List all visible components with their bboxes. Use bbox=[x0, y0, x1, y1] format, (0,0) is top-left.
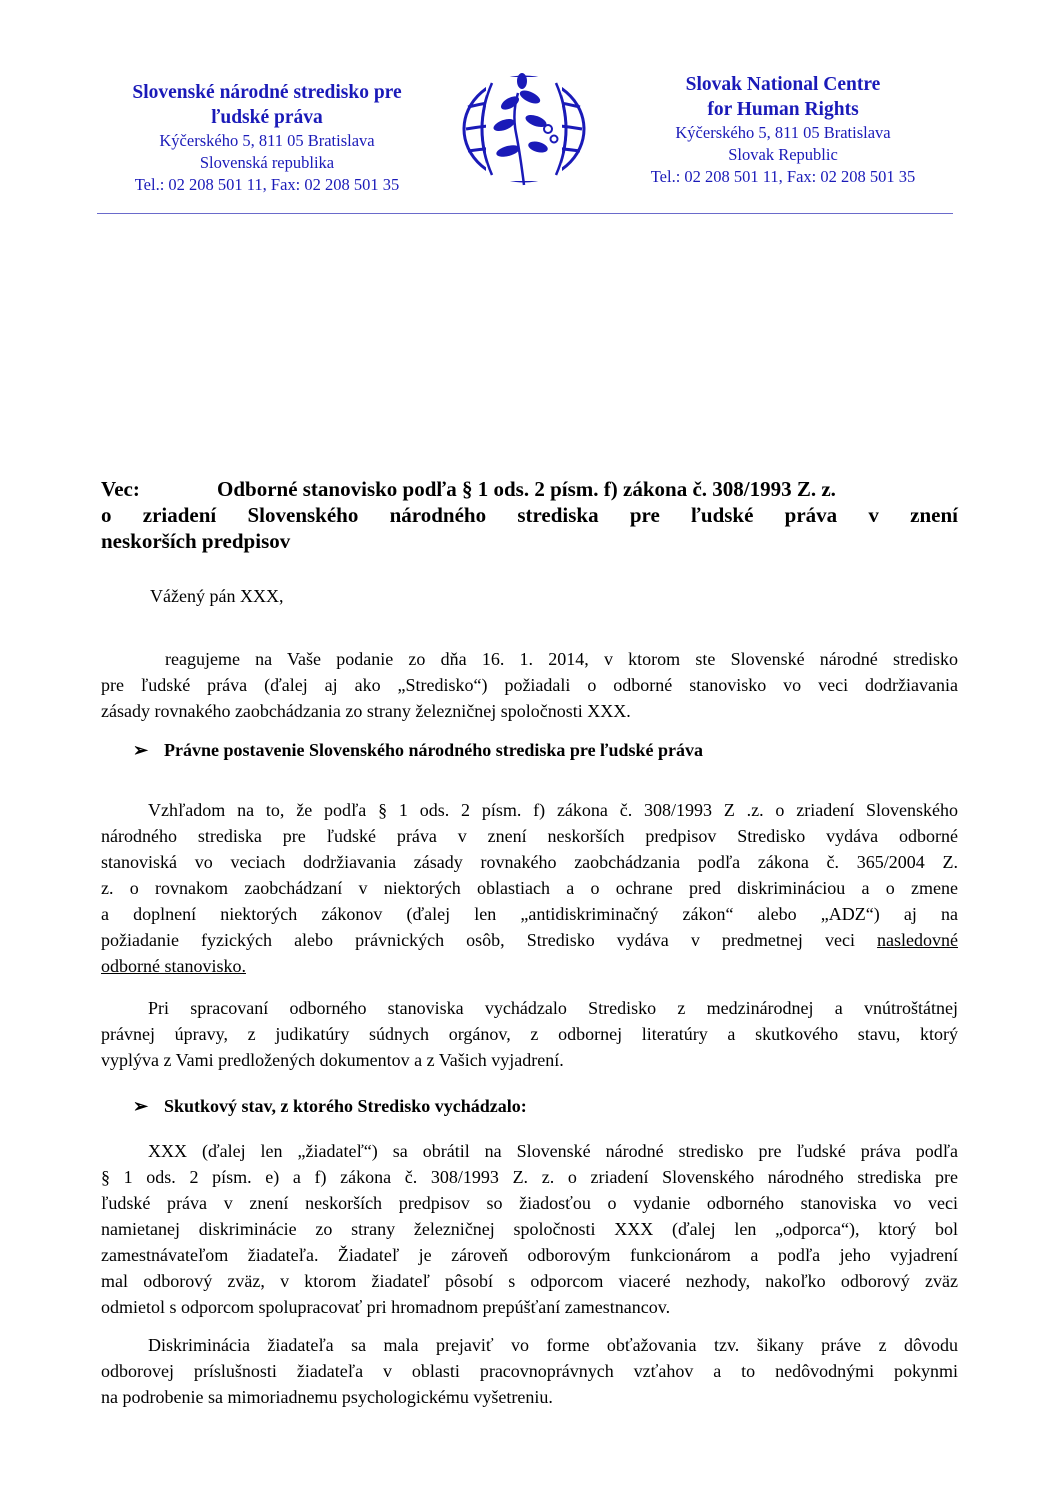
paragraph-line: stanoviská vo veciach dodržiavania zásady rovnakého zaobchádzania podľa zákona č. 365/2004 Z. bbox=[101, 852, 958, 872]
header-left bbox=[92, 80, 442, 196]
header-right bbox=[600, 72, 966, 188]
address-en: Kýčerského 5, 811 05 Bratislava bbox=[675, 123, 891, 142]
country-en: Slovak Republic bbox=[728, 145, 838, 164]
paragraph-line: namietanej diskriminácie zo strany železničnej spoločnosti XXX (ďalej len „odporca“), ktorý bol bbox=[101, 1219, 958, 1239]
subject-line2: o zriadení Slovenského národného strediska pre ľudské práva v znení bbox=[101, 503, 958, 527]
paragraph-line: zamestnávateľom žiadateľa. Žiadateľ je zároveň odborovým funkcionárom a podľa jeho vyjadrení bbox=[101, 1245, 958, 1265]
subject-label: Vec: bbox=[101, 477, 140, 501]
subject-line1 bbox=[101, 476, 958, 502]
paragraph-line: XXX (ďalej len „žiadateľ“) sa obrátil na Slovenské národné stredisko pre ľudské práva podľa bbox=[148, 1141, 958, 1161]
section-heading-text: Skutkový stav, z ktorého Stredisko vychádzalo: bbox=[164, 1096, 527, 1116]
paragraph-line: odmietol s odporcom spolupracovať pri hromadnom prepúšťaní zamestnancov. bbox=[101, 1297, 671, 1317]
paragraph-line: Vzhľadom na to, že podľa § 1 ods. 2 písm. f) zákona č. 308/1993 Z .z. o zriadení Slovenského bbox=[148, 800, 958, 820]
paragraph-line bbox=[101, 927, 958, 953]
bullet-arrow-icon: ➢ bbox=[133, 1096, 149, 1116]
subject-line3: neskorších predpisov bbox=[101, 529, 291, 553]
discrimination-paragraph bbox=[101, 1332, 958, 1410]
subject-title: Odborné stanovisko podľa § 1 ods. 2 písm. f) zákona č. 308/1993 Z. z. bbox=[217, 477, 836, 501]
org-name-en-line1: Slovak National Centre bbox=[685, 74, 881, 95]
paragraph-text: požiadanie fyzických alebo právnických osôb, Stredisko vydáva v predmetnej veci bbox=[101, 930, 878, 950]
paragraph-line: Pri spracovaní odborného stanoviska vychádzalo Stredisko z medzinárodnej a vnútroštátnej bbox=[148, 998, 958, 1018]
section-heading-facts bbox=[133, 1094, 527, 1118]
section-heading-text: Právne postavenie Slovenského národného strediska pre ľudské práva bbox=[164, 740, 704, 760]
contact-en: Tel.: 02 208 501 11, Fax: 02 208 501 35 bbox=[650, 167, 916, 186]
paragraph-line bbox=[101, 953, 958, 979]
underlined-text: nasledovné bbox=[877, 930, 958, 950]
org-name-sk-line2: ľudské práva bbox=[211, 107, 323, 128]
paragraph-line: ľudské práva v znení neskorších predpisov so žiadosťou o vydanie odborného stanoviska vo veci bbox=[101, 1193, 958, 1213]
intro-line: pre ľudské práva (ďalej aj ako „Stredisko“) požiadali o odborné stanovisko vo veci dodržiavania bbox=[101, 675, 958, 695]
paragraph-line: mal odborový zväz, v ktorom žiadateľ pôsobí s odporcom viaceré nezhody, nakoľko odborový zväz bbox=[101, 1271, 958, 1291]
paragraph-line: vyplýva z Vami predložených dokumentov a z Vašich vyjadrení. bbox=[101, 1050, 564, 1070]
facts-paragraph bbox=[101, 1138, 958, 1320]
address-sk: Kýčerského 5, 811 05 Bratislava bbox=[159, 131, 375, 150]
bullet-arrow-icon: ➢ bbox=[133, 740, 149, 760]
org-name-sk-line1: Slovenské národné stredisko pre bbox=[132, 82, 402, 103]
intro-paragraph bbox=[101, 646, 958, 724]
legal-status-paragraph bbox=[101, 797, 958, 979]
underlined-text: odborné stanovisko. bbox=[101, 956, 246, 976]
paragraph-line: a doplnení niektorých zákonov (ďalej len „antidiskriminačný zákon“ alebo „ADZ“) aj na bbox=[101, 904, 958, 924]
intro-line: reagujeme na Vaše podanie zo dňa 16. 1. 2014, v ktorom ste Slovenské národné stredisko bbox=[165, 649, 958, 669]
paragraph-line: právnej úpravy, z judikatúry súdnych orgánov, z odbornej literatúry a skutkového stavu, ktorý bbox=[101, 1024, 958, 1044]
salutation: Vážený pán XXX, bbox=[150, 586, 284, 606]
paragraph-line: z. o rovnakom zaobchádzaní v niektorých oblastiach a o ochrane pred diskrimináciou a o zmene bbox=[101, 878, 958, 898]
header-divider bbox=[97, 213, 953, 214]
paragraph-line: odborovej príslušnosti žiadateľa v oblasti pracovnoprávnych vzťahov a to nedôvodnými pokynmi bbox=[101, 1361, 958, 1381]
organization-logo-icon bbox=[458, 63, 590, 189]
paragraph-line: národného strediska pre ľudské práva v znení neskorších predpisov Stredisko vydáva odborné bbox=[101, 826, 958, 846]
sources-paragraph bbox=[101, 995, 958, 1073]
subject-block bbox=[101, 476, 958, 554]
section-heading-legal-status bbox=[133, 738, 703, 762]
paragraph-line: § 1 ods. 2 písm. e) a f) zákona č. 308/1993 Z. z. o zriadení Slovenského národného strediska pre bbox=[101, 1167, 958, 1187]
paragraph-line: Diskriminácia žiadateľa sa mala prejaviť vo forme obťažovania tzv. šikany práve z dôvodu bbox=[148, 1335, 958, 1355]
paragraph-line: na podrobenie sa mimoriadnemu psychologickému vyšetreniu. bbox=[101, 1387, 553, 1407]
intro-line: zásady rovnakého zaobchádzania zo strany železničnej spoločnosti XXX. bbox=[101, 701, 631, 721]
country-sk: Slovenská republika bbox=[199, 153, 335, 172]
contact-sk: Tel.: 02 208 501 11, Fax: 02 208 501 35 bbox=[134, 175, 400, 194]
org-name-en-line2: for Human Rights bbox=[707, 99, 859, 120]
